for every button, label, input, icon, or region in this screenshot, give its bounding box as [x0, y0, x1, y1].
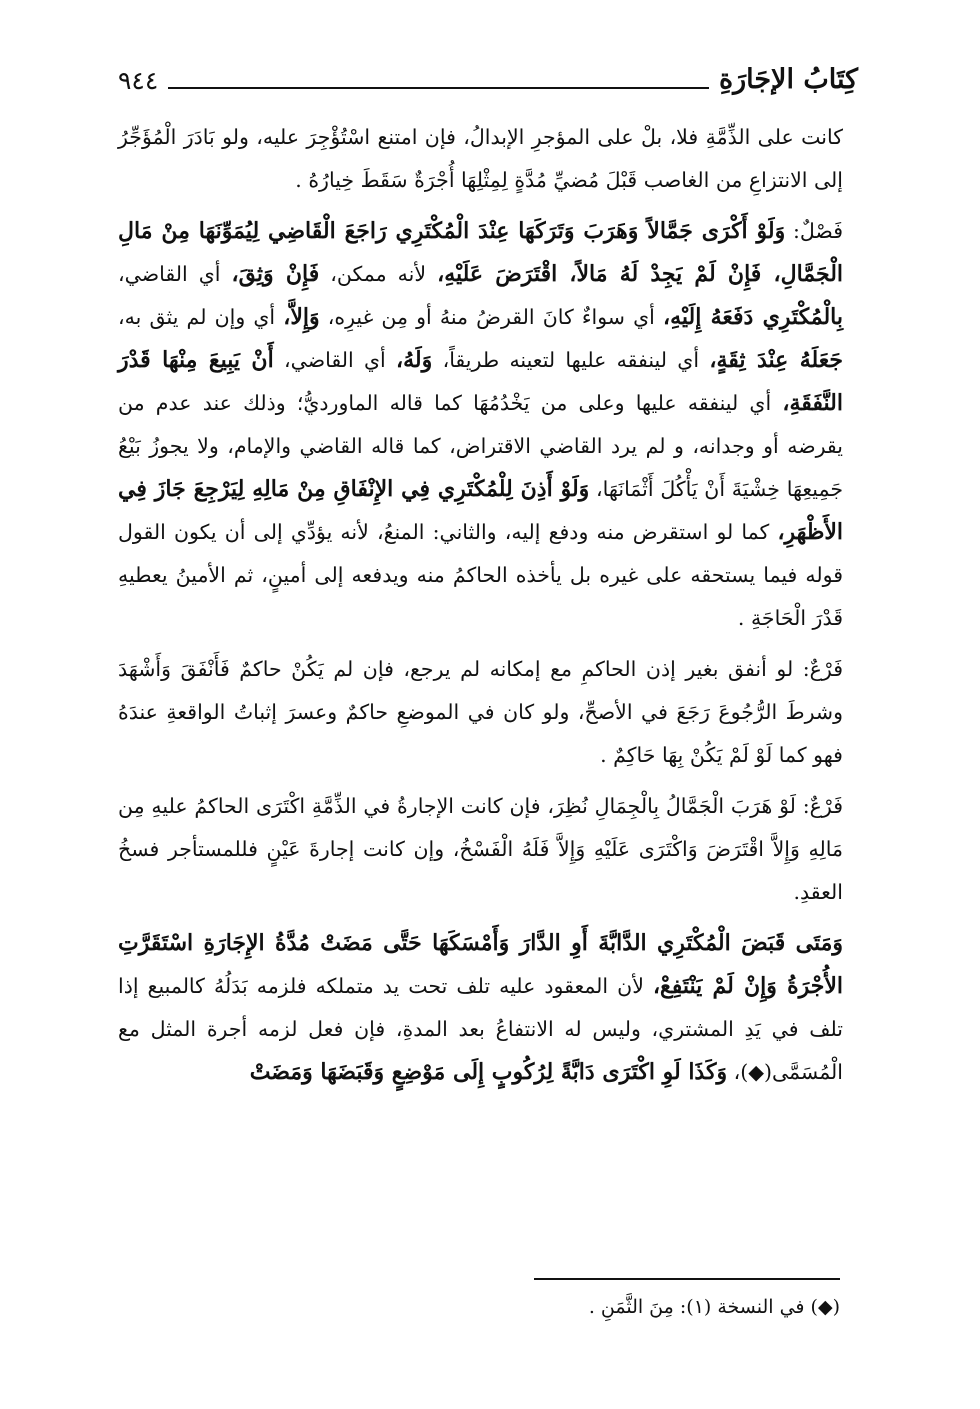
- commentary-text-segment: لأن المعقود عليه تلف تحت يد متملكه فلزمه بَدَلُهُ كالمبيع إذا تلف في يَدِ المشتري، وليس له الانتفاعُ بعد المدةِ، فإن فعل لزمه أجرة المثل مع الْمُسَمَّى(◆)،: [118, 974, 843, 1084]
- chapter-title: كِتَابُ الإجَارَةِ: [718, 64, 858, 95]
- matn-text-segment: وَكَذَا لَوِ اكْتَرَى دَابَّةً لِرُكُوبٍ إِلَى مَوْضِعٍ وَقَبَضَهَا وَمَضَتْ: [249, 1059, 728, 1085]
- commentary-text-segment: أي لينفقه عليها لتعينه طريقاً،: [432, 348, 710, 372]
- body-text: [118, 116, 843, 1102]
- matn-text-segment: جَعَلَهُ عِنْدَ ثِقَةٍ،: [709, 347, 844, 373]
- page-header: [118, 55, 858, 95]
- commentary-text-segment: لأنه ممكن،: [319, 262, 438, 286]
- paragraph: [118, 785, 843, 914]
- paragraph: [118, 210, 843, 640]
- matn-text-segment: وَلَوْ أَكْرَى جَمَّالاً وَهَرَبَ وَتَرَكَهَا عِنْدَ الْمُكْتَرِي رَاجَعَ الْقَاضِي لِيُمَوِّنَهَا مِنْ مَالِ الْجَمَّالِ، فَإِنْ لَمْ يَجِدْ لَهُ مَالاً، اقْتَرَضَ عَلَيْهِ،: [118, 218, 844, 287]
- commentary-text-segment: كانت على الذِّمَّةِ فلا، بلْ على المؤجرِ الإبدالُ، فإن امتنع اسْتُؤْجِرَ عليه، ولو بَادَرَ الْمُؤَجِّرُ إلى الانتزاعِ من الغاصب قَبْلَ مُضيِّ مُدَّةٍ لِمِثْلِهَا أُجْرَةٌ سَقَطَ خِيارُهُ .: [118, 125, 843, 192]
- commentary-text-segment: فَصْلٌ:: [785, 219, 843, 243]
- commentary-text-segment: أي القاضي،: [273, 348, 397, 372]
- paragraph: [118, 648, 843, 777]
- commentary-text-segment: أي وإن لم يثق به،: [118, 305, 284, 329]
- commentary-text-segment: أي لينفقه عليها وعلى من يَخْدُمُهَا كما قاله الماورديُّ؛ وذلك عند عدم من يقرضه أو وجدانه، و لم يرد القاضي الاقتراض، كما قاله القاضي والإمام، ولا يجوزُ بَيْعُ جَمِيعِهَا خِشْيَةَ أَنْ يَأْكُلَ أَثْمَانَهَا،: [118, 391, 843, 501]
- paragraph: [118, 922, 843, 1094]
- commentary-text-segment: فَرْعٌ: لو أنفق بغير إذن الحاكمِ مع إمكانه لم يرجع، فإن لم يَكُنْ حاكمٌ فَأَنْفَقَ وَأَشْهَدَ وشرطَ الرُّجُوعَ رَجَعَ في الأصحِّ، ولو كان في الموضعِ حاكمٌ وعسرَ إثباتُ الواقعةِ عندَهُ فهو كما لَوْ لَمْ يَكُنْ بِهَا حَاكِمٌ .: [118, 657, 843, 767]
- matn-text-segment: أَنْ يَبِيعَ مِنْهَا قَدْرَ النَّفَقَةِ،: [118, 347, 843, 416]
- paragraph: [118, 116, 843, 202]
- matn-text-segment: وَلَهُ،: [396, 347, 433, 373]
- header-rule: [168, 87, 709, 89]
- matn-text-segment: وَلَوْ أَذِنَ لِلْمُكْتَرِي فِي الإِنْفَاقِ مِنْ مَالِهِ لِيَرْجِعَ جَازَ فِي الأَظْهَرِ،: [118, 476, 843, 545]
- page-number: ٩٤٤: [118, 66, 159, 95]
- matn-text-segment: وَإِلاَّ،: [283, 304, 320, 330]
- matn-text-segment: بِالْمُكْتَرِي دَفَعَهُ إِلَيْهِ،: [662, 304, 843, 330]
- commentary-text-segment: كما لو استقرض منه ودفع إليه، والثاني: المنعُ، لأنه يؤدِّي إلى أن يكون القول قوله فيما يستحقه على غيره بل يأخذه الحاكمُ منه ويدفعه إلى أمينٍ، ثم الأمينُ يعطيهِ قَدْرَ الْحَاجَةِ .: [118, 520, 843, 630]
- matn-text-segment: فَإِنْ وَثِقَ،: [231, 261, 320, 287]
- footnote: (◆) في النسخة (١): مِنَ الثَّمَنِ .: [588, 1296, 840, 1318]
- footnote-rule: [534, 1278, 840, 1280]
- commentary-text-segment: أي سواءٌ كانَ القرضُ منهُ أو مِن غيرِه،: [319, 305, 663, 329]
- commentary-text-segment: فَرْعٌ: لَوْ هَرَبَ الْجَمَّالُ بِالْجِمَالِ نُظِرَ، فإن كانت الإجارةُ في الذِّمَّةِ اكْتَرَى الحاكمُ عليهِ مِن مَالِهِ وَإِلاَّ اقْتَرَضَ وَاكْتَرَى عَلَيْهِ وَإِلاَّ فَلَهُ الْفَسْخُ، وإن كانت إجارةَ عَيْنٍ فللمستأجر فسخُ العقدِ.: [118, 794, 843, 904]
- commentary-text-segment: أي القاضي،: [118, 262, 232, 286]
- matn-text-segment: وَمَتَى قَبَضَ الْمُكْتَرِي الدَّابَّةَ أَوِ الدَّارَ وَأَمْسَكَهَا حَتَّى مَضَتْ مُدَّةُ الإِجَارَةِ اسْتَقَرَّتِ الأُجْرَةُ وَإِنْ لَمْ يَنْتَفِعْ،: [118, 930, 843, 999]
